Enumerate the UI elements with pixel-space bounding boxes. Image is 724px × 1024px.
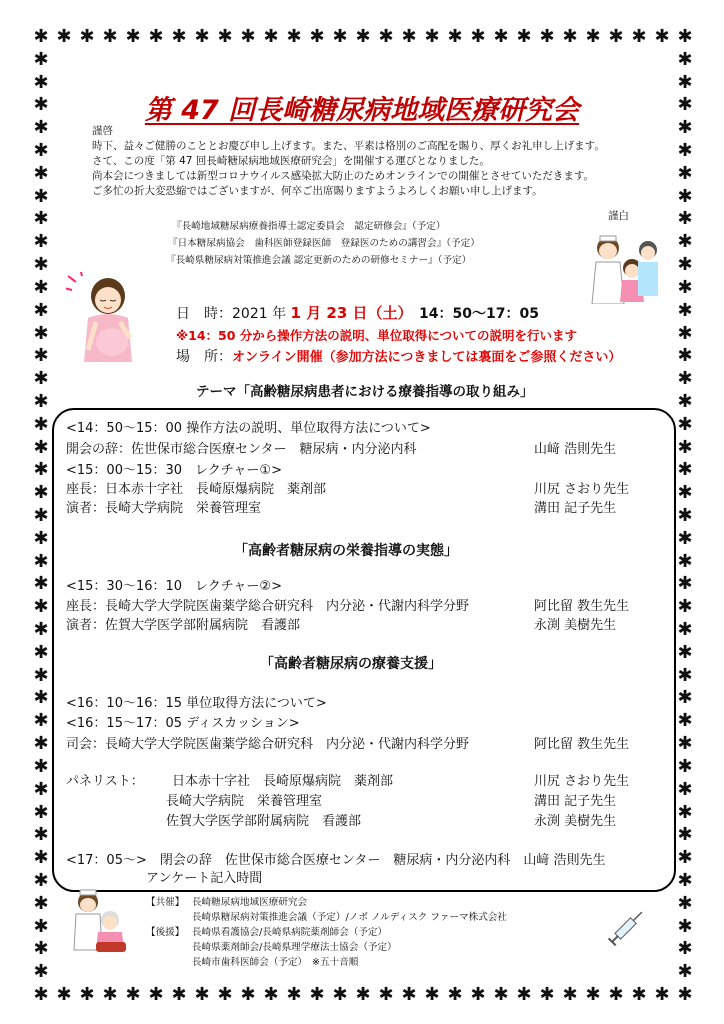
border-star-icon: ✱	[263, 26, 279, 47]
border-star-icon: ✱	[677, 641, 693, 663]
greeting-closing: 謹白	[608, 210, 629, 222]
program-item: <15：30～16：10 レクチャー②>	[66, 579, 282, 594]
program-item: 演者：佐賀大学医学部附属病院 看護部	[66, 618, 301, 633]
lecture-title: 「高齢者糖尿病の療養支援」	[260, 656, 442, 672]
border-star-icon: ✱	[654, 26, 670, 47]
border-star-icon: ✱	[33, 687, 49, 709]
program-name: 川尻 さおり先生	[534, 774, 630, 789]
border-star-icon: ✱	[677, 231, 693, 253]
border-star-icon: ✱	[33, 208, 49, 230]
border-star-icon: ✱	[401, 984, 417, 1005]
border-star-icon: ✱	[33, 276, 49, 298]
border-star-icon: ✱	[677, 459, 693, 481]
border-star-icon: ✱	[447, 26, 463, 47]
program-name: 溝田 記子先生	[534, 501, 617, 516]
lecture-title: 「高齢者糖尿病の栄養指導の実態」	[234, 543, 458, 559]
border-star-icon: ✱	[33, 71, 49, 93]
co-host: 長崎糖尿病地域医療研究会	[192, 897, 308, 908]
nurse-children-illustration	[588, 226, 658, 304]
border-star-icon: ✱	[677, 824, 693, 846]
border-star-icon: ✱	[677, 162, 693, 184]
border-star-icon: ✱	[309, 984, 325, 1005]
border-star-icon: ✱	[332, 26, 348, 47]
border-star-icon: ✱	[493, 984, 509, 1005]
border-star-icon: ✱	[424, 984, 440, 1005]
program-item: 演者：長崎大学病院 栄養管理室	[66, 501, 262, 516]
border-star-icon: ✱	[33, 641, 49, 663]
border-star-icon: ✱	[33, 778, 49, 800]
border-star-icon: ✱	[378, 26, 394, 47]
program-name: 阿比留 教生先生	[534, 599, 630, 614]
program-name: 山﨑 浩則先生	[534, 442, 617, 457]
border-star-icon: ✱	[79, 984, 95, 1005]
border-star-icon: ✱	[217, 26, 233, 47]
border-star-icon: ✱	[33, 390, 49, 412]
date-label: 日 時：	[176, 306, 232, 322]
border-star-icon: ✱	[677, 345, 693, 367]
border-star-icon: ✱	[33, 482, 49, 504]
border-star-icon: ✱	[516, 984, 532, 1005]
program-name: 溝田 記子先生	[534, 794, 617, 809]
co-host-label: 【共催】	[146, 897, 185, 908]
program-item: <15：00～15：30 レクチャー①>	[66, 463, 282, 478]
border-star-icon: ✱	[608, 984, 624, 1005]
panelist: 長崎大学病院 栄養管理室	[166, 794, 323, 809]
border-star-icon: ✱	[677, 527, 693, 549]
border-star-icon: ✱	[33, 869, 49, 891]
border-star-icon: ✱	[286, 984, 302, 1005]
program-item: <14：50～15：00 操作方法の説明、単位取得方法について>	[66, 421, 431, 436]
border-star-icon: ✱	[33, 185, 49, 207]
place-label: 場 所：	[176, 349, 232, 365]
border-star-icon: ✱	[171, 984, 187, 1005]
border-star-icon: ✱	[102, 26, 118, 47]
border-star-icon: ✱	[125, 26, 141, 47]
border-star-icon: ✱	[677, 710, 693, 732]
date-year: 2021 年	[232, 306, 291, 322]
border-star-icon: ✱	[33, 527, 49, 549]
border-star-icon: ✱	[332, 984, 348, 1005]
border-star-icon: ✱	[171, 26, 187, 47]
nurse-patient-illustration	[66, 884, 128, 954]
border-star-icon: ✱	[33, 254, 49, 276]
theme-heading: テーマ「高齢糖尿病患者における療養指導の取り組み」	[196, 384, 534, 400]
program-item: 司会：長崎大学大学院医歯薬学総合研究科 内分泌・代謝内科学分野	[66, 737, 470, 752]
border-star-icon: ✱	[33, 436, 49, 458]
border-star-icon: ✱	[217, 984, 233, 1005]
border-star-icon: ✱	[677, 322, 693, 344]
border-star-icon: ✱	[33, 801, 49, 823]
greeting-line: 尚本会につきましては新型コロナウイルス感染拡大防止のためオンラインでの開催とさせていただきます。	[92, 170, 595, 182]
border-star-icon: ✱	[470, 984, 486, 1005]
greeting-line: ご多忙の折大変恐縮ではございますが、何卒ご出席賜りますようよろしくお願い申し上げます。	[92, 185, 543, 197]
event-date	[176, 302, 539, 323]
border-star-icon: ✱	[677, 482, 693, 504]
border-star-icon: ✱	[33, 619, 49, 641]
border-star-icon: ✱	[470, 26, 486, 47]
border-star-icon: ✱	[677, 71, 693, 93]
border-star-icon: ✱	[677, 390, 693, 412]
program-name: 阿比留 教生先生	[534, 737, 630, 752]
border-star-icon: ✱	[677, 550, 693, 572]
panel-label: パネリスト：	[66, 774, 144, 789]
program-name: 永渕 美樹先生	[534, 814, 617, 829]
border-star-icon: ✱	[677, 961, 693, 983]
certification-item: 『日本糖尿病協会 歯科医師登録医師 登録医のための講習会』（予定）	[168, 238, 480, 249]
border-star-icon: ✱	[33, 733, 49, 755]
border-star-icon: ✱	[240, 984, 256, 1005]
syringe-icon	[604, 904, 650, 950]
border-star-icon: ✱	[677, 276, 693, 298]
event-note: ※14：50 分から操作方法の説明、単位取得についての説明を行います	[176, 328, 578, 343]
certification-item: 『長崎地域糖尿病療養指導士認定委員会 認定研修会』（予定）	[172, 221, 446, 232]
border-star-icon: ✱	[33, 938, 49, 960]
program-name: 川尻 さおり先生	[534, 482, 630, 497]
page-title: 第 47 回長崎糖尿病地域医療研究会	[144, 95, 580, 126]
border-star-icon: ✱	[677, 413, 693, 435]
border-star-icon: ✱	[677, 869, 693, 891]
border-star-icon: ✱	[33, 459, 49, 481]
border-star-icon: ✱	[33, 505, 49, 526]
border-star-icon: ✱	[33, 94, 49, 116]
border-star-icon: ✱	[631, 26, 647, 47]
border-star-icon: ✱	[539, 984, 555, 1005]
border-star-icon: ✱	[240, 26, 256, 47]
border-star-icon: ✱	[677, 117, 693, 139]
program-name: 永渕 美樹先生	[534, 618, 617, 633]
border-star-icon: ✱	[677, 755, 693, 777]
border-star-icon: ✱	[33, 892, 49, 914]
border-star-icon: ✱	[33, 26, 49, 47]
border-star-icon: ✱	[677, 915, 693, 937]
border-star-icon: ✱	[493, 26, 509, 47]
program-item: 開会の辞：佐世保市総合医療センター 糖尿病・内分泌内科	[66, 442, 417, 457]
border-star-icon: ✱	[378, 984, 394, 1005]
border-star-icon: ✱	[33, 961, 49, 983]
border-star-icon: ✱	[562, 984, 578, 1005]
border-star-icon: ✱	[516, 26, 532, 47]
border-star-icon: ✱	[194, 984, 210, 1005]
border-star-icon: ✱	[33, 596, 49, 618]
border-star-icon: ✱	[263, 984, 279, 1005]
certification-item: 『長崎県糖尿病対策推進会議 認定更新のための研修セミナー』（予定）	[166, 255, 472, 266]
border-star-icon: ✱	[79, 26, 95, 47]
closing-item: <17：05～> 閉会の辞 佐世保市総合医療センター 糖尿病・内分泌内科 山﨑 浩則先生	[66, 853, 606, 868]
border-star-icon: ✱	[677, 664, 693, 686]
border-star-icon: ✱	[539, 26, 555, 47]
border-star-icon: ✱	[677, 801, 693, 823]
greeting-line: 時下、益々ご健勝のこととお慶び申し上げます。また、平素は格別のご高配を賜り、厚くお礼申し上げます。	[92, 140, 605, 152]
border-star-icon: ✱	[677, 94, 693, 116]
border-star-icon: ✱	[33, 413, 49, 435]
border-star-icon: ✱	[33, 847, 49, 869]
border-star-icon: ✱	[33, 48, 49, 70]
border-star-icon: ✱	[125, 984, 141, 1005]
border-star-icon: ✱	[631, 984, 647, 1005]
border-star-icon: ✱	[677, 299, 693, 321]
greeting-line: さて、この度「第 47 回長崎糖尿病地域医療研究会」を開催する運びとなりました。	[92, 155, 490, 167]
border-star-icon: ✱	[562, 26, 578, 47]
border-star-icon: ✱	[33, 550, 49, 572]
border-star-icon: ✱	[677, 847, 693, 869]
event-place	[176, 346, 621, 366]
border-star-icon: ✱	[33, 915, 49, 937]
border-star-icon: ✱	[677, 892, 693, 914]
border-star-icon: ✱	[677, 254, 693, 276]
border-star-icon: ✱	[56, 26, 72, 47]
border-star-icon: ✱	[33, 755, 49, 777]
border-star-icon: ✱	[102, 984, 118, 1005]
border-star-icon: ✱	[33, 368, 49, 390]
border-star-icon: ✱	[677, 938, 693, 960]
border-star-icon: ✱	[654, 984, 670, 1005]
border-star-icon: ✱	[585, 984, 601, 1005]
border-star-icon: ✱	[401, 26, 417, 47]
border-star-icon: ✱	[677, 505, 693, 526]
border-star-icon: ✱	[447, 984, 463, 1005]
border-star-icon: ✱	[33, 117, 49, 139]
closing-item: アンケート記入時間	[146, 871, 263, 886]
panelist: 日本赤十字社 長崎原爆病院 薬剤部	[172, 774, 394, 789]
border-star-icon: ✱	[33, 299, 49, 321]
program-item: <16：10～16：15 単位取得方法について>	[66, 696, 327, 711]
border-star-icon: ✱	[33, 824, 49, 846]
border-star-icon: ✱	[33, 162, 49, 184]
border-star-icon: ✱	[355, 984, 371, 1005]
border-star-icon: ✱	[677, 619, 693, 641]
border-star-icon: ✱	[608, 26, 624, 47]
border-star-icon: ✱	[286, 26, 302, 47]
border-star-icon: ✱	[677, 778, 693, 800]
border-star-icon: ✱	[56, 984, 72, 1005]
border-star-icon: ✱	[424, 26, 440, 47]
border-star-icon: ✱	[677, 436, 693, 458]
border-star-icon: ✱	[33, 345, 49, 367]
border-star-icon: ✱	[148, 984, 164, 1005]
border-star-icon: ✱	[33, 573, 49, 595]
co-host: 長崎県糖尿病対策推進会議（予定）/ノボ ノルディスク ファーマ株式会社	[192, 912, 507, 923]
border-star-icon: ✱	[33, 664, 49, 686]
border-star-icon: ✱	[585, 26, 601, 47]
border-star-icon: ✱	[148, 26, 164, 47]
supporter: 長崎県看護協会/長崎県病院薬剤師会（予定）	[192, 927, 388, 938]
supporter: 長崎県薬剤師会/長崎県理学療法士協会（予定）	[192, 942, 397, 953]
border-star-icon: ✱	[677, 185, 693, 207]
supporter: 長崎市歯科医師会（予定） ※五十音順	[192, 957, 359, 968]
border-star-icon: ✱	[309, 26, 325, 47]
border-star-icon: ✱	[355, 26, 371, 47]
program-item: <16：15～17：05 ディスカッション>	[66, 716, 300, 731]
border-star-icon: ✱	[33, 140, 49, 162]
border-star-icon: ✱	[194, 26, 210, 47]
program-item: 座長：長崎大学大学院医歯薬学総合研究科 内分泌・代謝内科学分野	[66, 599, 470, 614]
border-star-icon: ✱	[677, 26, 693, 47]
program-item: 座長：日本赤十字社 長崎原爆病院 薬剤部	[66, 482, 327, 497]
border-star-icon: ✱	[677, 596, 693, 618]
border-star-icon: ✱	[677, 687, 693, 709]
border-star-icon: ✱	[33, 710, 49, 732]
border-star-icon: ✱	[33, 322, 49, 344]
border-star-icon: ✱	[677, 48, 693, 70]
border-star-icon: ✱	[677, 573, 693, 595]
border-star-icon: ✱	[33, 984, 49, 1005]
support-label: 【後援】	[146, 927, 185, 938]
border-star-icon: ✱	[677, 368, 693, 390]
date-highlight: 1 月 23 日（土）	[290, 304, 406, 322]
border-star-icon: ✱	[677, 733, 693, 755]
border-star-icon: ✱	[677, 984, 693, 1005]
event-time: 14：50～17：05	[405, 306, 539, 322]
border-star-icon: ✱	[677, 208, 693, 230]
border-star-icon: ✱	[677, 140, 693, 162]
place-value: オンライン開催（参加方法につきましては裏面をご参照ください）	[232, 350, 622, 365]
border-star-icon: ✱	[33, 231, 49, 253]
panelist: 佐賀大学医学部附属病院 看護部	[166, 814, 362, 829]
greeting-line: 謹啓	[92, 125, 113, 137]
pregnant-woman-illustration	[66, 272, 142, 364]
